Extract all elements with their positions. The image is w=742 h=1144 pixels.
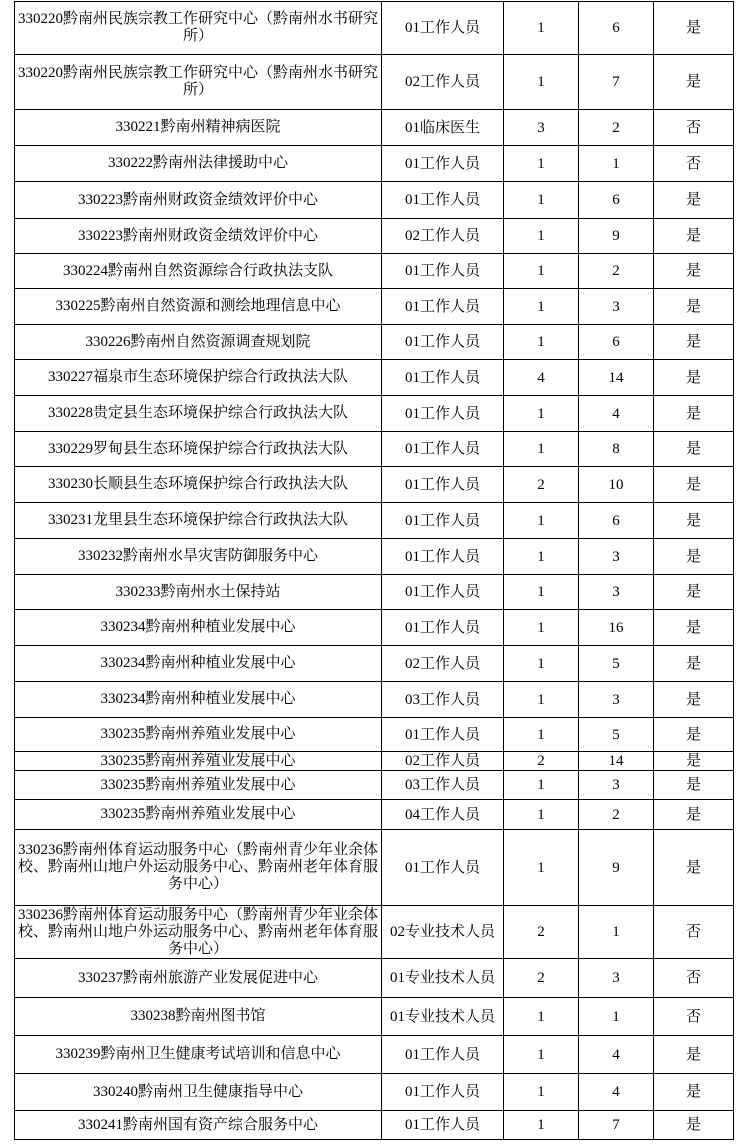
cell-unit-name: 330229罗甸县生态环境保护综合行政执法大队 bbox=[15, 432, 382, 467]
table-row bbox=[15, 906, 734, 959]
cell-position-name: 01工作人员 bbox=[382, 289, 504, 325]
cell-unit-name: 330238黔南州图书馆 bbox=[15, 998, 382, 1036]
cell-count-a: 2 bbox=[504, 752, 579, 771]
cell-count-b: 9 bbox=[579, 219, 654, 254]
table-row bbox=[15, 289, 734, 325]
cell-unit-name: 330237黔南州旅游产业发展促进中心 bbox=[15, 959, 382, 998]
cell-unit-name: 330224黔南州自然资源综合行政执法支队 bbox=[15, 254, 382, 289]
cell-flag: 是 bbox=[654, 610, 734, 646]
cell-unit-name: 330235黔南州养殖业发展中心 bbox=[15, 771, 382, 800]
positions-table bbox=[14, 1, 734, 1140]
cell-count-a: 1 bbox=[504, 1074, 579, 1111]
table-body bbox=[15, 2, 734, 1140]
cell-position-name: 01工作人员 bbox=[382, 146, 504, 182]
table-row bbox=[15, 432, 734, 467]
cell-count-b: 8 bbox=[579, 432, 654, 467]
cell-flag: 是 bbox=[654, 254, 734, 289]
cell-count-a: 1 bbox=[504, 998, 579, 1036]
table-row bbox=[15, 646, 734, 682]
table-row bbox=[15, 2, 734, 55]
cell-position-name: 01工作人员 bbox=[382, 432, 504, 467]
cell-unit-name: 330241黔南州国有资产综合服务中心 bbox=[15, 1111, 382, 1140]
cell-flag: 否 bbox=[654, 110, 734, 146]
cell-flag: 是 bbox=[654, 55, 734, 110]
cell-count-a: 1 bbox=[504, 432, 579, 467]
cell-count-a: 1 bbox=[504, 610, 579, 646]
cell-position-name: 01专业技术人员 bbox=[382, 998, 504, 1036]
cell-unit-name: 330234黔南州种植业发展中心 bbox=[15, 682, 382, 718]
table-row bbox=[15, 146, 734, 182]
cell-position-name: 01工作人员 bbox=[382, 1111, 504, 1140]
cell-position-name: 01临床医生 bbox=[382, 110, 504, 146]
cell-count-b: 14 bbox=[579, 752, 654, 771]
table-row bbox=[15, 998, 734, 1036]
table-row bbox=[15, 771, 734, 800]
cell-count-b: 6 bbox=[579, 325, 654, 360]
cell-count-b: 6 bbox=[579, 2, 654, 55]
cell-count-a: 1 bbox=[504, 182, 579, 219]
cell-count-b: 5 bbox=[579, 718, 654, 752]
cell-count-b: 1 bbox=[579, 146, 654, 182]
cell-flag: 是 bbox=[654, 1036, 734, 1074]
cell-unit-name: 330223黔南州财政资金绩效评价中心 bbox=[15, 219, 382, 254]
cell-position-name: 02专业技术人员 bbox=[382, 906, 504, 959]
cell-count-a: 1 bbox=[504, 830, 579, 906]
cell-count-b: 16 bbox=[579, 610, 654, 646]
cell-flag: 是 bbox=[654, 2, 734, 55]
table-row bbox=[15, 718, 734, 752]
cell-count-a: 1 bbox=[504, 1036, 579, 1074]
cell-unit-name: 330232黔南州水旱灾害防御服务中心 bbox=[15, 539, 382, 575]
cell-count-b: 2 bbox=[579, 800, 654, 830]
cell-count-a: 2 bbox=[504, 906, 579, 959]
cell-position-name: 01工作人员 bbox=[382, 254, 504, 289]
cell-unit-name: 330234黔南州种植业发展中心 bbox=[15, 646, 382, 682]
table-row bbox=[15, 325, 734, 360]
cell-unit-name: 330230长顺县生态环境保护综合行政执法大队 bbox=[15, 467, 382, 503]
cell-count-a: 1 bbox=[504, 254, 579, 289]
cell-flag: 是 bbox=[654, 1111, 734, 1140]
cell-flag: 是 bbox=[654, 752, 734, 771]
cell-count-b: 2 bbox=[579, 110, 654, 146]
table-row bbox=[15, 800, 734, 830]
cell-count-a: 4 bbox=[504, 360, 579, 396]
cell-count-a: 1 bbox=[504, 718, 579, 752]
cell-position-name: 01工作人员 bbox=[382, 360, 504, 396]
cell-position-name: 01专业技术人员 bbox=[382, 959, 504, 998]
cell-flag: 是 bbox=[654, 539, 734, 575]
cell-unit-name: 330220黔南州民族宗教工作研究中心（黔南州水书研究所） bbox=[15, 2, 382, 55]
cell-flag: 是 bbox=[654, 771, 734, 800]
cell-unit-name: 330235黔南州养殖业发展中心 bbox=[15, 800, 382, 830]
cell-count-a: 1 bbox=[504, 2, 579, 55]
cell-position-name: 01工作人员 bbox=[382, 1074, 504, 1111]
cell-unit-name: 330220黔南州民族宗教工作研究中心（黔南州水书研究所） bbox=[15, 55, 382, 110]
cell-flag: 是 bbox=[654, 289, 734, 325]
table-row bbox=[15, 503, 734, 539]
cell-count-b: 6 bbox=[579, 182, 654, 219]
cell-count-a: 2 bbox=[504, 959, 579, 998]
cell-unit-name: 330234黔南州种植业发展中心 bbox=[15, 610, 382, 646]
table-row bbox=[15, 396, 734, 432]
cell-position-name: 03工作人员 bbox=[382, 771, 504, 800]
cell-count-b: 6 bbox=[579, 503, 654, 539]
cell-count-b: 5 bbox=[579, 646, 654, 682]
table-row bbox=[15, 110, 734, 146]
cell-count-a: 1 bbox=[504, 396, 579, 432]
cell-flag: 是 bbox=[654, 575, 734, 610]
cell-position-name: 02工作人员 bbox=[382, 752, 504, 771]
cell-unit-name: 330226黔南州自然资源调查规划院 bbox=[15, 325, 382, 360]
table-row bbox=[15, 539, 734, 575]
cell-count-a: 1 bbox=[504, 503, 579, 539]
cell-flag: 是 bbox=[654, 682, 734, 718]
cell-unit-name: 330235黔南州养殖业发展中心 bbox=[15, 718, 382, 752]
cell-position-name: 02工作人员 bbox=[382, 219, 504, 254]
cell-position-name: 01工作人员 bbox=[382, 610, 504, 646]
cell-flag: 否 bbox=[654, 146, 734, 182]
cell-count-b: 3 bbox=[579, 959, 654, 998]
cell-position-name: 04工作人员 bbox=[382, 800, 504, 830]
table-row bbox=[15, 610, 734, 646]
cell-count-b: 1 bbox=[579, 998, 654, 1036]
cell-count-a: 1 bbox=[504, 646, 579, 682]
cell-flag: 否 bbox=[654, 998, 734, 1036]
cell-count-a: 1 bbox=[504, 146, 579, 182]
table-row bbox=[15, 467, 734, 503]
table-row bbox=[15, 254, 734, 289]
cell-flag: 是 bbox=[654, 432, 734, 467]
cell-position-name: 01工作人员 bbox=[382, 182, 504, 219]
cell-position-name: 01工作人员 bbox=[382, 396, 504, 432]
cell-position-name: 01工作人员 bbox=[382, 575, 504, 610]
cell-count-b: 7 bbox=[579, 55, 654, 110]
cell-count-a: 1 bbox=[504, 325, 579, 360]
cell-position-name: 01工作人员 bbox=[382, 718, 504, 752]
cell-count-b: 9 bbox=[579, 830, 654, 906]
cell-unit-name: 330233黔南州水土保持站 bbox=[15, 575, 382, 610]
cell-count-b: 2 bbox=[579, 254, 654, 289]
cell-flag: 是 bbox=[654, 182, 734, 219]
cell-count-a: 1 bbox=[504, 800, 579, 830]
cell-count-b: 7 bbox=[579, 1111, 654, 1140]
cell-count-b: 3 bbox=[579, 575, 654, 610]
cell-position-name: 01工作人员 bbox=[382, 2, 504, 55]
cell-flag: 是 bbox=[654, 1074, 734, 1111]
cell-count-b: 10 bbox=[579, 467, 654, 503]
cell-unit-name: 330231龙里县生态环境保护综合行政执法大队 bbox=[15, 503, 382, 539]
cell-flag: 是 bbox=[654, 830, 734, 906]
cell-position-name: 02工作人员 bbox=[382, 646, 504, 682]
table-row bbox=[15, 575, 734, 610]
cell-position-name: 01工作人员 bbox=[382, 830, 504, 906]
table-row bbox=[15, 959, 734, 998]
cell-flag: 是 bbox=[654, 467, 734, 503]
cell-unit-name: 330240黔南州卫生健康指导中心 bbox=[15, 1074, 382, 1111]
cell-unit-name: 330228贵定县生态环境保护综合行政执法大队 bbox=[15, 396, 382, 432]
cell-count-a: 1 bbox=[504, 1111, 579, 1140]
cell-position-name: 01工作人员 bbox=[382, 503, 504, 539]
cell-unit-name: 330221黔南州精神病医院 bbox=[15, 110, 382, 146]
cell-unit-name: 330235黔南州养殖业发展中心 bbox=[15, 752, 382, 771]
table-row bbox=[15, 55, 734, 110]
cell-count-b: 4 bbox=[579, 396, 654, 432]
cell-flag: 是 bbox=[654, 396, 734, 432]
cell-unit-name: 330222黔南州法律援助中心 bbox=[15, 146, 382, 182]
cell-unit-name: 330227福泉市生态环境保护综合行政执法大队 bbox=[15, 360, 382, 396]
cell-unit-name: 330236黔南州体育运动服务中心（黔南州青少年业余体校、黔南州山地户外运动服务中心、黔南州老年体育服务中心） bbox=[15, 830, 382, 906]
cell-flag: 是 bbox=[654, 360, 734, 396]
cell-flag: 是 bbox=[654, 718, 734, 752]
cell-unit-name: 330239黔南州卫生健康考试培训和信息中心 bbox=[15, 1036, 382, 1074]
table-row bbox=[15, 219, 734, 254]
table-row bbox=[15, 682, 734, 718]
cell-unit-name: 330236黔南州体育运动服务中心（黔南州青少年业余体校、黔南州山地户外运动服务中心、黔南州老年体育服务中心） bbox=[15, 906, 382, 959]
cell-flag: 是 bbox=[654, 325, 734, 360]
cell-position-name: 03工作人员 bbox=[382, 682, 504, 718]
cell-position-name: 01工作人员 bbox=[382, 467, 504, 503]
cell-count-b: 3 bbox=[579, 289, 654, 325]
cell-count-b: 4 bbox=[579, 1074, 654, 1111]
cell-count-b: 3 bbox=[579, 771, 654, 800]
cell-count-a: 1 bbox=[504, 55, 579, 110]
cell-position-name: 01工作人员 bbox=[382, 1036, 504, 1074]
cell-flag: 是 bbox=[654, 646, 734, 682]
table-row bbox=[15, 1074, 734, 1111]
cell-count-a: 3 bbox=[504, 110, 579, 146]
cell-count-a: 1 bbox=[504, 771, 579, 800]
cell-position-name: 02工作人员 bbox=[382, 55, 504, 110]
cell-count-b: 1 bbox=[579, 906, 654, 959]
cell-position-name: 01工作人员 bbox=[382, 325, 504, 360]
cell-count-a: 2 bbox=[504, 467, 579, 503]
cell-unit-name: 330225黔南州自然资源和测绘地理信息中心 bbox=[15, 289, 382, 325]
cell-count-b: 14 bbox=[579, 360, 654, 396]
cell-count-b: 3 bbox=[579, 682, 654, 718]
cell-count-a: 1 bbox=[504, 219, 579, 254]
cell-count-a: 1 bbox=[504, 289, 579, 325]
table-row bbox=[15, 830, 734, 906]
table-row bbox=[15, 1036, 734, 1074]
cell-flag: 否 bbox=[654, 959, 734, 998]
cell-unit-name: 330223黔南州财政资金绩效评价中心 bbox=[15, 182, 382, 219]
table-row bbox=[15, 182, 734, 219]
cell-count-a: 1 bbox=[504, 575, 579, 610]
cell-count-a: 1 bbox=[504, 539, 579, 575]
cell-position-name: 01工作人员 bbox=[382, 539, 504, 575]
table-row bbox=[15, 360, 734, 396]
cell-count-b: 3 bbox=[579, 539, 654, 575]
table-row bbox=[15, 1111, 734, 1140]
table-row bbox=[15, 752, 734, 771]
cell-count-a: 1 bbox=[504, 682, 579, 718]
cell-flag: 是 bbox=[654, 503, 734, 539]
cell-flag: 否 bbox=[654, 906, 734, 959]
cell-flag: 是 bbox=[654, 800, 734, 830]
cell-flag: 是 bbox=[654, 219, 734, 254]
cell-count-b: 4 bbox=[579, 1036, 654, 1074]
